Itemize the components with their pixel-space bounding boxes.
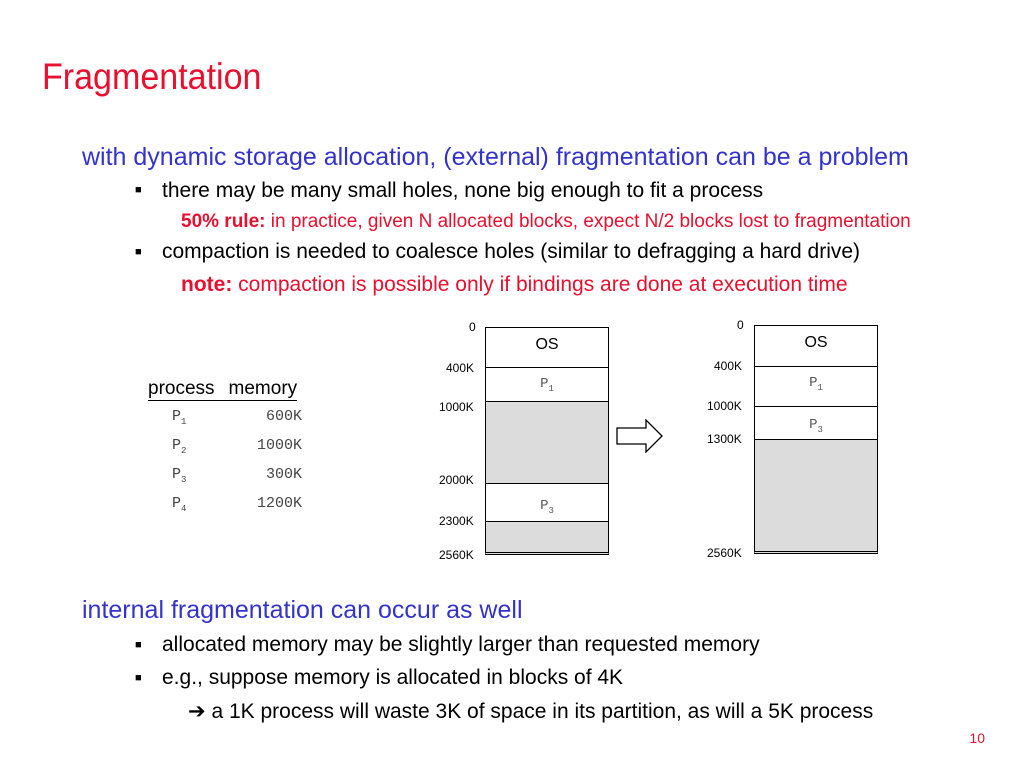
hole-block <box>754 439 878 554</box>
p3-block: $P_3$ <box>754 406 878 440</box>
bullet-text: allocated memory may be slightly larger than requested memory <box>162 633 760 656</box>
arrow-icon: ➔ <box>188 700 206 723</box>
hole-block <box>485 401 609 484</box>
bullet-text: e.g., suppose memory is allocated in blocks of 4K <box>162 666 624 689</box>
sub-bullet-text: a 1K process will waste 3K of space in its partition, as will a 5K process <box>205 700 874 723</box>
table-row: $P_4$ 1200K <box>172 495 302 514</box>
note-label: note: <box>181 273 233 296</box>
p3-block: $P_3$ <box>485 483 609 522</box>
process-table-header <box>148 378 297 401</box>
bullet-text: there may be many small holes, none big enough to fit a process <box>162 179 764 202</box>
section2-heading: internal fragmentation can occur as well <box>82 596 523 624</box>
rule-line <box>181 211 911 233</box>
hole-block <box>485 521 609 555</box>
table-row: $P_1$ 600K <box>172 408 302 427</box>
address-label: 1000K <box>439 400 474 414</box>
page-number: 10 <box>969 730 985 746</box>
os-block: OS <box>485 327 609 368</box>
bullet-square-icon: ■ <box>135 246 142 258</box>
address-label: 1300K <box>707 432 742 446</box>
table-row: $P_2$ 1000K <box>172 437 302 456</box>
rule-label: 50% rule: <box>181 211 266 232</box>
address-label: 400K <box>446 361 475 375</box>
address-label: 2560K <box>439 548 474 562</box>
section1-heading: with dynamic storage allocation, (external) fragmentation can be a problem <box>82 143 909 171</box>
address-label: 2300K <box>439 514 474 528</box>
address-label: 0 <box>469 320 476 334</box>
slide-title: Fragmentation <box>42 56 262 97</box>
bullet-square-icon: ■ <box>135 184 142 196</box>
sub-bullet-line <box>188 699 873 724</box>
bullet-square-icon: ■ <box>135 672 142 684</box>
address-label: 0 <box>737 318 744 332</box>
address-label: 2000K <box>439 473 474 487</box>
right-arrow-icon <box>616 419 664 453</box>
bullet-text: compaction is needed to coalesce holes (similar to defragging a hard drive) <box>162 240 861 263</box>
note-line <box>181 273 848 297</box>
process-table-body <box>172 405 302 521</box>
note-text: compaction is possible only if bindings are done at execution time <box>232 273 848 296</box>
memory-header: memory <box>228 378 298 399</box>
os-block: OS <box>754 325 878 367</box>
table-row: $P_3$ 300K <box>172 466 302 485</box>
address-label: 2560K <box>707 546 742 560</box>
p1-block: $P_1$ <box>754 366 878 407</box>
bullet-square-icon: ■ <box>135 639 142 651</box>
rule-text: in practice, given N allocated blocks, expect N/2 blocks lost to fragmentation <box>265 211 911 232</box>
process-header: process <box>148 378 215 399</box>
p1-block: $P_1$ <box>485 367 609 402</box>
address-label: 400K <box>714 359 743 373</box>
address-label: 1000K <box>707 399 742 413</box>
